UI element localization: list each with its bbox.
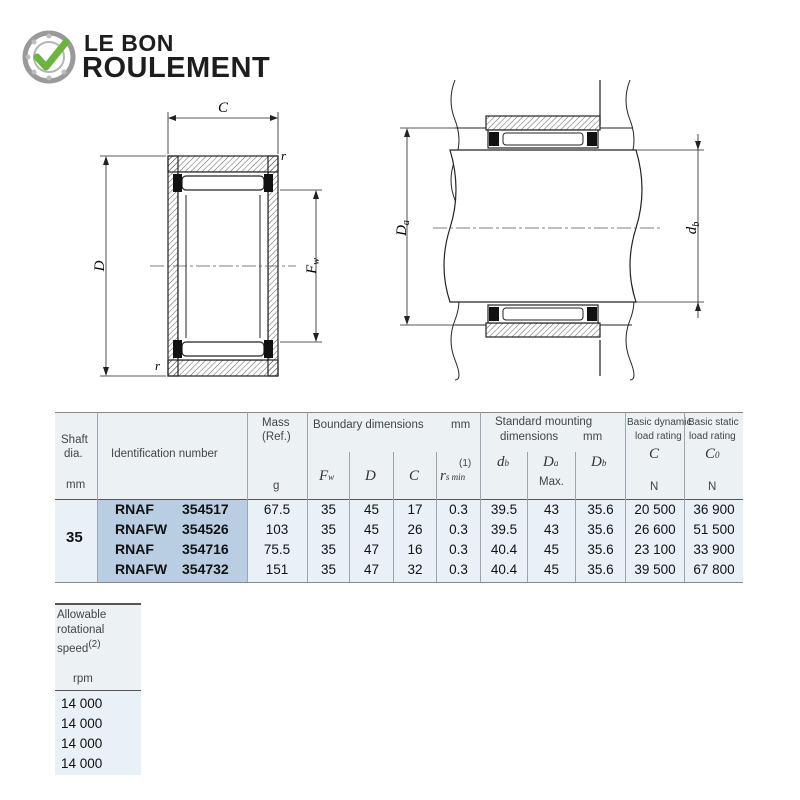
hdr-c: C xyxy=(409,468,420,484)
row-2-cr: 23 100 xyxy=(634,542,676,557)
row-1-rs: 0.3 xyxy=(449,522,468,537)
brand-line2: ROULEMENT xyxy=(82,52,271,84)
label-db-sub: b xyxy=(691,221,702,227)
hdr-mass-unit: g xyxy=(273,480,280,492)
row-0-db: 39.5 xyxy=(490,502,518,517)
row-0-d: 45 xyxy=(363,502,380,517)
label-C: C xyxy=(217,100,229,116)
row-2-fw: 35 xyxy=(320,542,337,557)
label-Fw xyxy=(304,258,322,275)
label-Da xyxy=(394,220,412,237)
row-3-cr: 39 500 xyxy=(634,562,676,577)
row-3-fw: 35 xyxy=(320,562,337,577)
hdr-shaft-2: dia. xyxy=(64,448,83,460)
row-1-d: 45 xyxy=(363,522,380,537)
speed-unit: rpm xyxy=(73,673,93,685)
section-view xyxy=(92,100,322,376)
hdr-db-sub: b xyxy=(504,458,509,468)
row-2-rs: 0.3 xyxy=(449,542,468,557)
row-2-da: 45 xyxy=(543,542,560,557)
hdr-mass-1: Mass xyxy=(262,417,290,429)
row-1-Db: 35.6 xyxy=(587,522,614,537)
hdr-Db-sym: D xyxy=(591,454,602,470)
row-0-cr: 20 500 xyxy=(634,502,676,517)
brand-line1: LE BON xyxy=(84,30,174,56)
row-1-c0r: 51 500 xyxy=(693,522,735,537)
hdr-da-sym: D xyxy=(543,454,554,470)
speed-row-2: 14 000 xyxy=(61,736,103,751)
hdr-rs-sym: r xyxy=(440,468,446,484)
hdr-static-2: load rating xyxy=(689,431,736,442)
row-0-prefix: RNAF xyxy=(115,501,154,517)
row-3-c0r: 67 800 xyxy=(693,562,735,577)
row-0-Db: 35.6 xyxy=(587,502,614,517)
label-Da-sub: a xyxy=(401,220,412,226)
hdr-fw xyxy=(319,468,334,485)
label-r-top: r xyxy=(281,148,287,163)
label-Fw-sym: F xyxy=(304,264,320,274)
row-1-fw: 35 xyxy=(320,522,337,537)
hdr-rs-sub: s min xyxy=(445,472,466,482)
hdr-da-sub: a xyxy=(553,458,559,468)
hdr-shaft-1: Shaft xyxy=(61,434,88,446)
row-2-mass: 75.5 xyxy=(263,542,291,557)
row-3-da: 45 xyxy=(543,562,560,577)
row-1-prefix: RNAFW xyxy=(115,521,168,537)
row-0-rs: 0.3 xyxy=(449,502,468,517)
hdr-boundary-unit: mm xyxy=(451,419,471,431)
speed-hdr-1: Allowable xyxy=(57,609,107,621)
hdr-static-sym-sub: 0 xyxy=(715,450,720,460)
label-Da-sym: D xyxy=(394,225,410,236)
row-0-mass: 67.5 xyxy=(263,502,291,517)
speed-row-0: 14 000 xyxy=(61,696,103,711)
row-3-db: 40.4 xyxy=(490,562,518,577)
label-r-bottom: r xyxy=(155,358,161,373)
shaft-value: 35 xyxy=(66,529,83,546)
hdr-fw-sym: F xyxy=(319,468,329,484)
row-0-da: 43 xyxy=(543,502,560,517)
label-Fw-sub: w xyxy=(311,258,322,265)
row-0-c0r: 36 900 xyxy=(693,502,735,517)
hdr-da-note: Max. xyxy=(539,476,564,488)
row-3-rs: 0.3 xyxy=(449,562,468,577)
hdr-db-sym: d xyxy=(497,454,505,470)
speed-hdr-3-text: speed xyxy=(57,642,89,655)
row-1-db: 39.5 xyxy=(490,522,518,537)
hdr-boundary: Boundary dimensions xyxy=(313,419,424,431)
hdr-dynamic-1: Basic dynamic xyxy=(627,417,692,428)
speed-table xyxy=(55,603,141,775)
hdr-Db xyxy=(591,454,606,471)
hdr-static-1: Basic static xyxy=(688,417,739,428)
hdr-mass-2: (Ref.) xyxy=(262,431,291,443)
row-1-c: 26 xyxy=(407,522,423,537)
row-2-c0r: 33 900 xyxy=(693,542,735,557)
hdr-mounting-2: dimensions xyxy=(500,431,559,443)
row-2-d: 47 xyxy=(363,542,380,557)
hdr-mounting-unit: mm xyxy=(583,431,603,443)
row-1-cr: 26 600 xyxy=(634,522,676,537)
row-0-c: 17 xyxy=(407,502,423,517)
hdr-Db-sub: b xyxy=(601,458,607,468)
speed-hdr-3 xyxy=(57,639,101,655)
speed-row-1: 14 000 xyxy=(61,716,103,731)
row-1-number: 354526 xyxy=(182,521,229,537)
row-0-number: 354517 xyxy=(182,501,229,517)
row-2-db: 40.4 xyxy=(490,542,518,557)
row-3-prefix: RNAFW xyxy=(115,561,168,577)
row-1-mass: 103 xyxy=(265,522,289,537)
hdr-rs-note: (1) xyxy=(459,458,472,469)
speed-note: (2) xyxy=(88,639,101,650)
hdr-dynamic-2: load rating xyxy=(635,431,682,442)
speed-hdr-2: rotational xyxy=(57,624,105,636)
hdr-static-sym-letter: C xyxy=(705,446,716,462)
row-2-number: 354716 xyxy=(182,541,229,557)
hdr-dynamic-sym: C xyxy=(649,446,660,462)
row-1-da: 43 xyxy=(543,522,560,537)
hdr-static-sym xyxy=(705,446,720,463)
hdr-d: D xyxy=(365,468,376,484)
hdr-db xyxy=(497,454,509,471)
label-db-sym: d xyxy=(684,226,700,235)
row-3-Db: 35.6 xyxy=(587,562,614,577)
hdr-fw-sub: w xyxy=(328,472,335,482)
row-3-c: 32 xyxy=(407,562,423,577)
label-db xyxy=(684,222,702,235)
row-3-d: 47 xyxy=(363,562,380,577)
hdr-identification: Identification number xyxy=(111,448,218,460)
row-2-c: 16 xyxy=(407,542,423,557)
row-3-mass: 151 xyxy=(265,562,289,577)
speed-row-3: 14 000 xyxy=(61,756,103,771)
row-3-number: 354732 xyxy=(182,561,229,577)
hdr-rs xyxy=(440,468,465,485)
hdr-da xyxy=(543,454,558,471)
dimensions-table xyxy=(55,412,743,582)
hdr-mounting-1: Standard mounting xyxy=(495,416,593,428)
hdr-dynamic-unit: N xyxy=(650,481,659,493)
row-2-prefix: RNAF xyxy=(115,541,154,557)
label-D: D xyxy=(92,260,108,272)
hdr-static-unit: N xyxy=(708,481,717,493)
hdr-shaft-unit: mm xyxy=(66,479,86,491)
mounting-view xyxy=(394,80,704,380)
row-2-Db: 35.6 xyxy=(587,542,614,557)
row-0-fw: 35 xyxy=(320,502,337,517)
